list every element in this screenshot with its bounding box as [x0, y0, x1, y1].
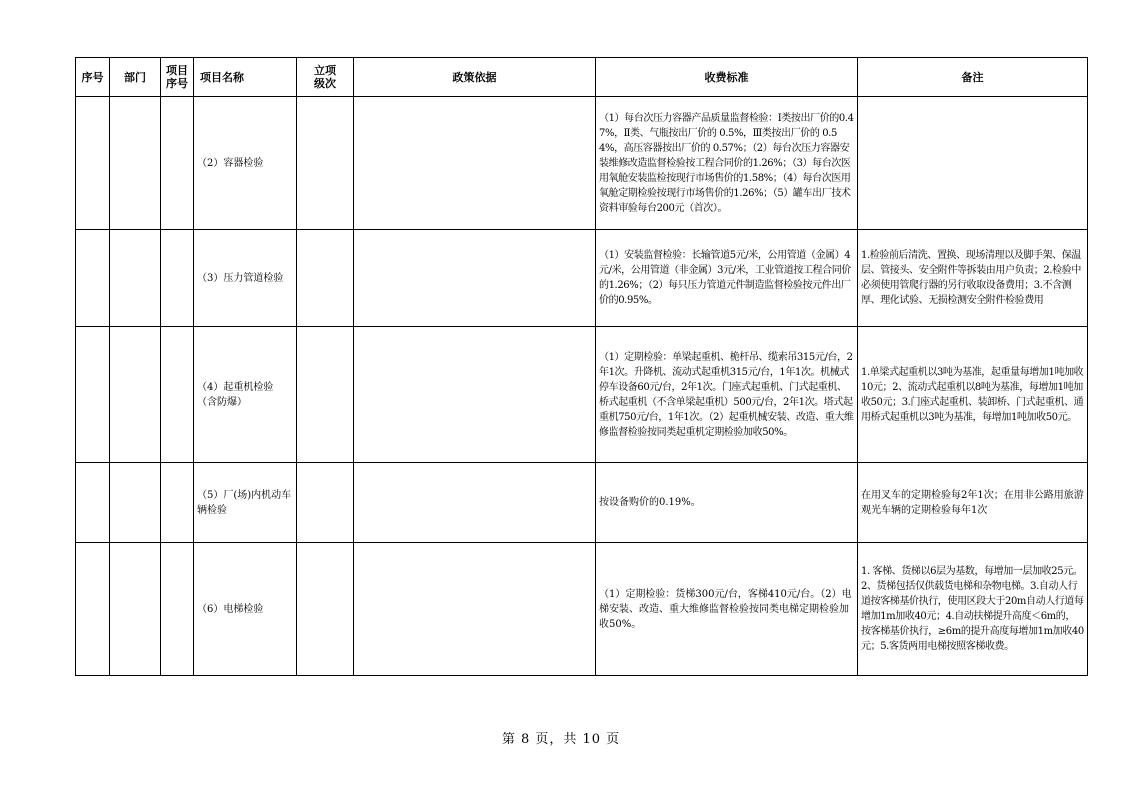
header-policy: 政策依据 [354, 58, 596, 97]
cell-remark: 1.检验前后清洗、置换、现场清理以及脚手架、保温层、管接头、安全附件等拆装由用户负责；2.检验中必须使用管爬行器的另行收取设备费用；3.不含测厚、理化试验、无损检测安全附件检验费用 [858, 230, 1088, 327]
cell-seq [76, 97, 110, 230]
cell-remark: 1.单梁式起重机以3吨为基准，起重量每增加1吨加收10元；2、流动式起重机以8吨为基准，每增加1吨加收50元；3.门座式起重机、装卸桥、门式起重机、通用桥式起重机以3吨为基准，每增加1吨加收50元。 [858, 327, 1088, 463]
cell-fee: （1）安装监督检验：长输管道5元/米，公用管道（金属）4元/米，公用管道（非金属）3元/米，工业管道按工程合同价的1.26%；（2）每只压力管道元件制造监督检验按元件出厂价的0.95%。 [596, 230, 858, 327]
cell-policy [354, 327, 596, 463]
cell-level [297, 97, 354, 230]
cell-item-seq [161, 543, 194, 676]
header-item-name: 项目名称 [194, 58, 297, 97]
cell-level [297, 463, 354, 543]
page-number: 第 8 页，共 10 页 [501, 732, 621, 747]
cell-dept [110, 97, 161, 230]
cell-item-name: （5）厂(场)内机动车辆检验 [194, 463, 297, 543]
cell-policy [354, 230, 596, 327]
header-level: 立项 级次 [297, 58, 354, 97]
cell-fee: （1）每台次压力容器产品质量监督检验：I类按出厂价的0.47%，Ⅱ类、气瓶按出厂价的 0.5%，Ⅲ类按出厂价的 0.54%，高压容器按出厂价的 0.57%；（2）每台次压力容器安装维修改造监督检验按工程合同价的1.26%；（3）每台次医用氧舱安装监检按现行市场售价的1.58%；（4）每台次医用氧舱定期检验按现行市场售价的1.26%；（5）罐车出厂技术资料审验每台200元（首次）。 [596, 97, 858, 230]
cell-policy [354, 97, 596, 230]
header-fee: 收费标准 [596, 58, 858, 97]
cell-seq [76, 327, 110, 463]
header-seq: 序号 [76, 58, 110, 97]
cell-seq [76, 230, 110, 327]
cell-level [297, 230, 354, 327]
cell-item-seq [161, 327, 194, 463]
cell-item-name: （3）压力管道检验 [194, 230, 297, 327]
cell-dept [110, 543, 161, 676]
cell-fee: 按设备购价的0.19%。 [596, 463, 858, 543]
cell-item-seq [161, 463, 194, 543]
cell-item-seq [161, 230, 194, 327]
table-row [76, 230, 1088, 327]
cell-dept [110, 463, 161, 543]
cell-remark: 1. 客梯、货梯以6层为基数，每增加一层加收25元。2、货梯包括仅供载货电梯和杂物电梯。3.自动人行道按客梯基价执行，使用区段大于20m自动人行道每增加1m加收40元；4.自动扶梯提升高度＜6m的，按客梯基价执行，≥6m的提升高度每增加1m加收40元；5.客货两用电梯按照客梯收费。 [858, 543, 1088, 676]
cell-remark [858, 97, 1088, 230]
cell-seq [76, 543, 110, 676]
fee-standard-table [75, 57, 1088, 676]
header-remark: 备注 [858, 58, 1088, 97]
table-row [76, 463, 1088, 543]
cell-policy [354, 543, 596, 676]
header-item-seq: 项目 序号 [161, 58, 194, 97]
cell-seq [76, 463, 110, 543]
header-row [76, 58, 1088, 97]
cell-item-name: （6）电梯检验 [194, 543, 297, 676]
cell-item-name: （2）容器检验 [194, 97, 297, 230]
cell-dept [110, 327, 161, 463]
cell-fee: （1）定期检验：单梁起重机、桅杆吊、缆索吊315元/台，2年1次。升降机、流动式起重机315元/台，1年1次。机械式停车设备60元/台，2年1次。门座式起重机、门式起重机、桥式起重机（不含单梁起重机）500元/台，2年1次。塔式起重机750元/台，1年1次。（2）起重机械安装、改造、重大维修监督检验按同类起重机定期检验加收50%。 [596, 327, 858, 463]
table-row [76, 97, 1088, 230]
cell-policy [354, 463, 596, 543]
cell-remark: 在用叉车的定期检验每2年1次；在用非公路用旅游观光车辆的定期检验每年1次 [858, 463, 1088, 543]
cell-dept [110, 230, 161, 327]
cell-level [297, 543, 354, 676]
header-dept: 部门 [110, 58, 161, 97]
table-row [76, 327, 1088, 463]
cell-fee: （1）定期检验：货梯300元/台，客梯410元/台。（2）电梯安装、改造、重大维修监督检验按同类电梯定期检验加收50%。 [596, 543, 858, 676]
table-row [76, 543, 1088, 676]
cell-item-seq [161, 97, 194, 230]
cell-level [297, 327, 354, 463]
cell-item-name: （4）起重机检验（含防爆） [194, 327, 297, 463]
